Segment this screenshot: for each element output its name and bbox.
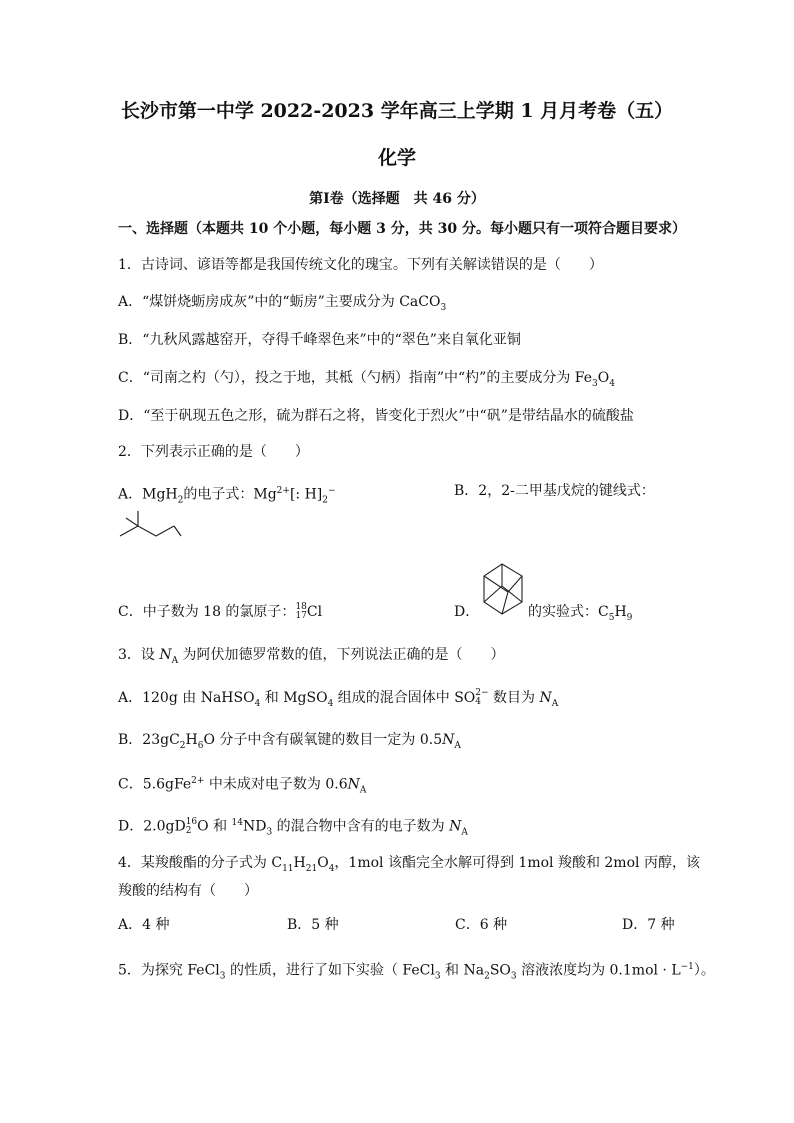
subject-title: 化学 — [377, 147, 416, 169]
q4-option-c: C．6 种 — [455, 917, 508, 933]
q5-stem: 5．为探究 FeCl$_3$ 的性质，进行了如下实验（ FeCl$_3$ 和 $Na_2SO_3$ 溶液浓度均为 $0.1mol \cdot L^{-1}$）。 — [118, 962, 715, 982]
q4-stem-line2: 羧酸的结构有（ ） — [118, 883, 258, 899]
q1-option-b: B．“九秋风露越窑开，夺得千峰翠色来”中的“翠色”来自氧化亚铜 — [118, 332, 521, 348]
adamantane-figure — [478, 562, 528, 618]
volume-heading: 第Ⅰ卷（选择题 共 46 分） — [309, 191, 485, 207]
section-heading: 一、选择题（本题共 10 个小题，每小题 3 分，共 30 分。每小题只有一项符合题目要求） — [118, 221, 686, 237]
q2-option-d-label: D． — [454, 604, 480, 620]
q3-stem: 3．设 $N_A$ 为阿伏加德罗常数的值，下列说法正确的是（ ） — [118, 647, 505, 666]
q2-option-c: C．中子数为 18 的氯原子：18 17Cl — [118, 602, 323, 621]
q1-option-d: D．“至于矾现五色之形，硫为群石之将，皆变化于烈火”中“矾”是带结晶水的硫酸盐 — [118, 408, 634, 424]
q2-option-b: B．2，2-二甲基戊烷的键线式： — [454, 483, 655, 499]
exam-title: 长沙市第一中学 2022-2023 学年高三上学期 1 月月考卷（五） — [120, 100, 674, 122]
q4-option-d: D．7 种 — [622, 917, 675, 933]
q1-option-c: C．“司南之杓（勺），投之于地，其柢（勺柄）指南”中“杓”的主要成分为 $Fe_3O_4$ — [118, 370, 615, 389]
q3-option-b: B．$23gC_2H_6O$ 分子中含有碳氧键的数目一定为 $0.5N_A$ — [118, 732, 461, 751]
q2-option-a: A．MgH$_2$的电子式：$Mg^{2+}$[: $H]_2^-$ — [118, 486, 336, 506]
q2-option-d: 的实验式：$C_5H_9$ — [528, 604, 633, 623]
q3-option-a: A．120g 由 NaHSO$_4$ 和 MgSO$_4$ 组成的混合固体中 SO2− 4 数目为 $N_A$ — [118, 688, 559, 709]
q4-stem-line1: 4．某羧酸酯的分子式为 $C_{11}H_{21}O_4$，1mol 该酯完全水解可得到 1mol 羧酸和 2mol 丙醇，该 — [118, 855, 700, 874]
q1-stem: 1．古诗词、谚语等都是我国传统文化的瑰宝。下列有关解读错误的是（ ） — [118, 257, 603, 273]
q3-option-c: C．5.6gFe$^{2+}$ 中未成对电子数为 $0.6N_A$ — [118, 776, 367, 796]
q4-option-b: B．5 种 — [287, 917, 339, 933]
q1-option-a: A．“煤饼烧蛎房成灰”中的“蛎房”主要成分为 CaCO$_3$ — [118, 294, 447, 313]
q3-option-d: D．2.0gD16 2 O 和 $^{14}ND_3$ 的混合物中含有的电子数为 $N_A$ — [118, 816, 468, 838]
q4-option-a: A．4 种 — [118, 917, 170, 933]
q2-stem: 2．下列表示正确的是（ ） — [118, 444, 309, 460]
skeletal-formula-figure — [118, 508, 182, 542]
